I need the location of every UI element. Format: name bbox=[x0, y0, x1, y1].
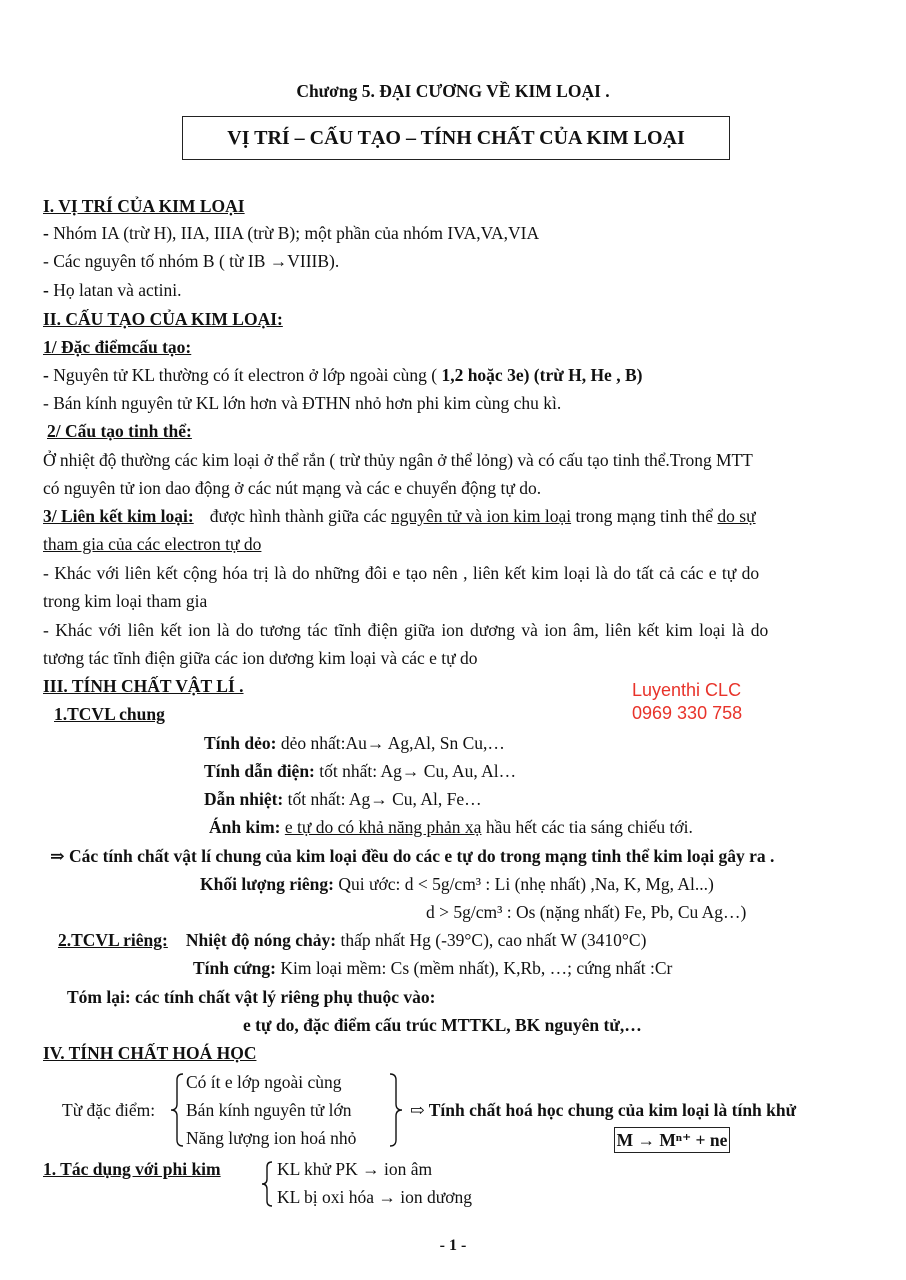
property-line: Tính cứng: Kim loại mềm: Cs (mềm nhất), K,Rb, …; cứng nhất :Cr bbox=[193, 958, 673, 978]
property-line: 2.TCVL riêng: Nhiệt độ nóng chảy: thấp nhất Hg (-39°C), cao nhất W (3410°C) bbox=[58, 930, 647, 950]
subsection-heading: 1/ Đặc điểmcấu tạo: bbox=[43, 337, 192, 357]
left-brace-icon bbox=[258, 1160, 276, 1208]
text-line: có nguyên tử ion dao động ở các nút mạng và các e chuyển động tự do. bbox=[43, 478, 542, 498]
subsection-heading: 1. Tác dụng với phi kim bbox=[43, 1159, 221, 1179]
summary-line: e tự do, đặc điểm cấu trúc MTTKL, BK nguyên tử,… bbox=[243, 1015, 642, 1035]
page-number: - 1 - bbox=[439, 1237, 467, 1254]
conclusion-line: ⇒ Các tính chất vật lí chung của kim loại đều do các e tự do trong mạng tinh thể kim loại gây ra . bbox=[50, 846, 775, 866]
subsection-heading: 2/ Cấu tạo tinh thể: bbox=[47, 421, 192, 441]
feature-item: Năng lượng ion hoá nhỏ bbox=[186, 1128, 357, 1148]
section-2-heading: II. CẤU TẠO CỦA KIM LOẠI: bbox=[43, 309, 283, 329]
watermark-name: Luyenthi CLC bbox=[632, 680, 742, 700]
text-line: - Khác với liên kết ion là do tương tác tĩnh điện giữa ion dương và ion âm, liên kết kim loại là do bbox=[43, 620, 769, 640]
text-line: tương tác tĩnh điện giữa các ion dương kim loại và các e tự do bbox=[43, 648, 478, 668]
text-line: - Họ latan và actini. bbox=[43, 280, 182, 300]
watermark-phone: 0969 330 758 bbox=[632, 703, 743, 723]
property-line: Tính dẻo: dẻo nhất:Au→ Ag,Al, Sn Cu,… bbox=[204, 733, 505, 753]
reaction-item: KL khử PK → ion âm bbox=[277, 1159, 433, 1179]
section-title-box: VỊ TRÍ – CẤU TẠO – TÍNH CHẤT CỦA KIM LOẠI bbox=[182, 116, 730, 160]
property-line: Tính dẫn điện: tốt nhất: Ag→ Cu, Au, Al… bbox=[204, 761, 517, 781]
section-1-heading: I. VỊ TRÍ CỦA KIM LOẠI bbox=[43, 196, 245, 216]
equation-box: M → Mⁿ⁺ + ne bbox=[614, 1127, 730, 1153]
chapter-title: Chương 5. ĐẠI CƯƠNG VỀ KIM LOẠI . bbox=[296, 81, 610, 101]
feature-item: Có ít e lớp ngoài cùng bbox=[186, 1072, 342, 1092]
text-line: trong kim loại tham gia bbox=[43, 591, 208, 611]
property-line: Dẫn nhiệt: tốt nhất: Ag→ Cu, Al, Fe… bbox=[204, 789, 482, 809]
reaction-item: KL bị oxi hóa → ion dương bbox=[277, 1187, 473, 1207]
summary-line: Tóm lại: các tính chất vật lý riêng phụ thuộc vào: bbox=[67, 987, 436, 1007]
text-line: - Nhóm IA (trừ H), IIA, IIIA (trừ B); một phần của nhóm IVA,VA,VIA bbox=[43, 223, 540, 243]
property-line: Khối lượng riêng: Qui ước: d < 5g/cm³ : Li (nhẹ nhất) ,Na, K, Mg, Al...) bbox=[200, 874, 714, 894]
section-3-heading: III. TÍNH CHẤT VẬT LÍ . bbox=[43, 676, 244, 696]
section-4-heading: IV. TÍNH CHẤT HOÁ HỌC bbox=[43, 1043, 257, 1063]
left-brace-icon bbox=[167, 1072, 187, 1148]
text-line: Ở nhiệt độ thường các kim loại ở thể rắn ( trừ thủy ngân ở thể lỏng) và có cấu tạo tinh thể.Trong MTT bbox=[43, 450, 753, 470]
text-line: - Các nguyên tố nhóm B ( từ IB →VIIIB). bbox=[43, 251, 340, 271]
text-line: tham gia của các electron tự do bbox=[43, 534, 262, 554]
right-brace-icon bbox=[386, 1072, 406, 1148]
subsection-heading: 1.TCVL chung bbox=[54, 704, 165, 724]
text-line: 3/ Liên kết kim loại: được hình thành giữa các nguyên tử và ion kim loại trong mạng tinh thể do sự bbox=[43, 506, 756, 526]
result-line: ⇨ Tính chất hoá học chung của kim loại là tính khử bbox=[410, 1100, 797, 1120]
from-label: Từ đặc điểm: bbox=[62, 1100, 156, 1120]
text-line: - Khác với liên kết cộng hóa trị là do những đôi e tạo nên , liên kết kim loại là do tất cả các e tự do bbox=[43, 563, 760, 583]
property-line: d > 5g/cm³ : Os (nặng nhất) Fe, Pb, Cu Ag…) bbox=[426, 902, 747, 922]
text-line: - Bán kính nguyên tử KL lớn hơn và ĐTHN nhỏ hơn phi kim cùng chu kì. bbox=[43, 393, 562, 413]
feature-item: Bán kính nguyên tử lớn bbox=[186, 1100, 352, 1120]
text-line: - Nguyên tử KL thường có ít electron ở lớp ngoài cùng ( 1,2 hoặc 3e) (trừ H, He , B) bbox=[43, 365, 643, 385]
property-line: Ánh kim: e tự do có khả năng phản xạ hầu hết các tia sáng chiếu tới. bbox=[209, 817, 693, 837]
